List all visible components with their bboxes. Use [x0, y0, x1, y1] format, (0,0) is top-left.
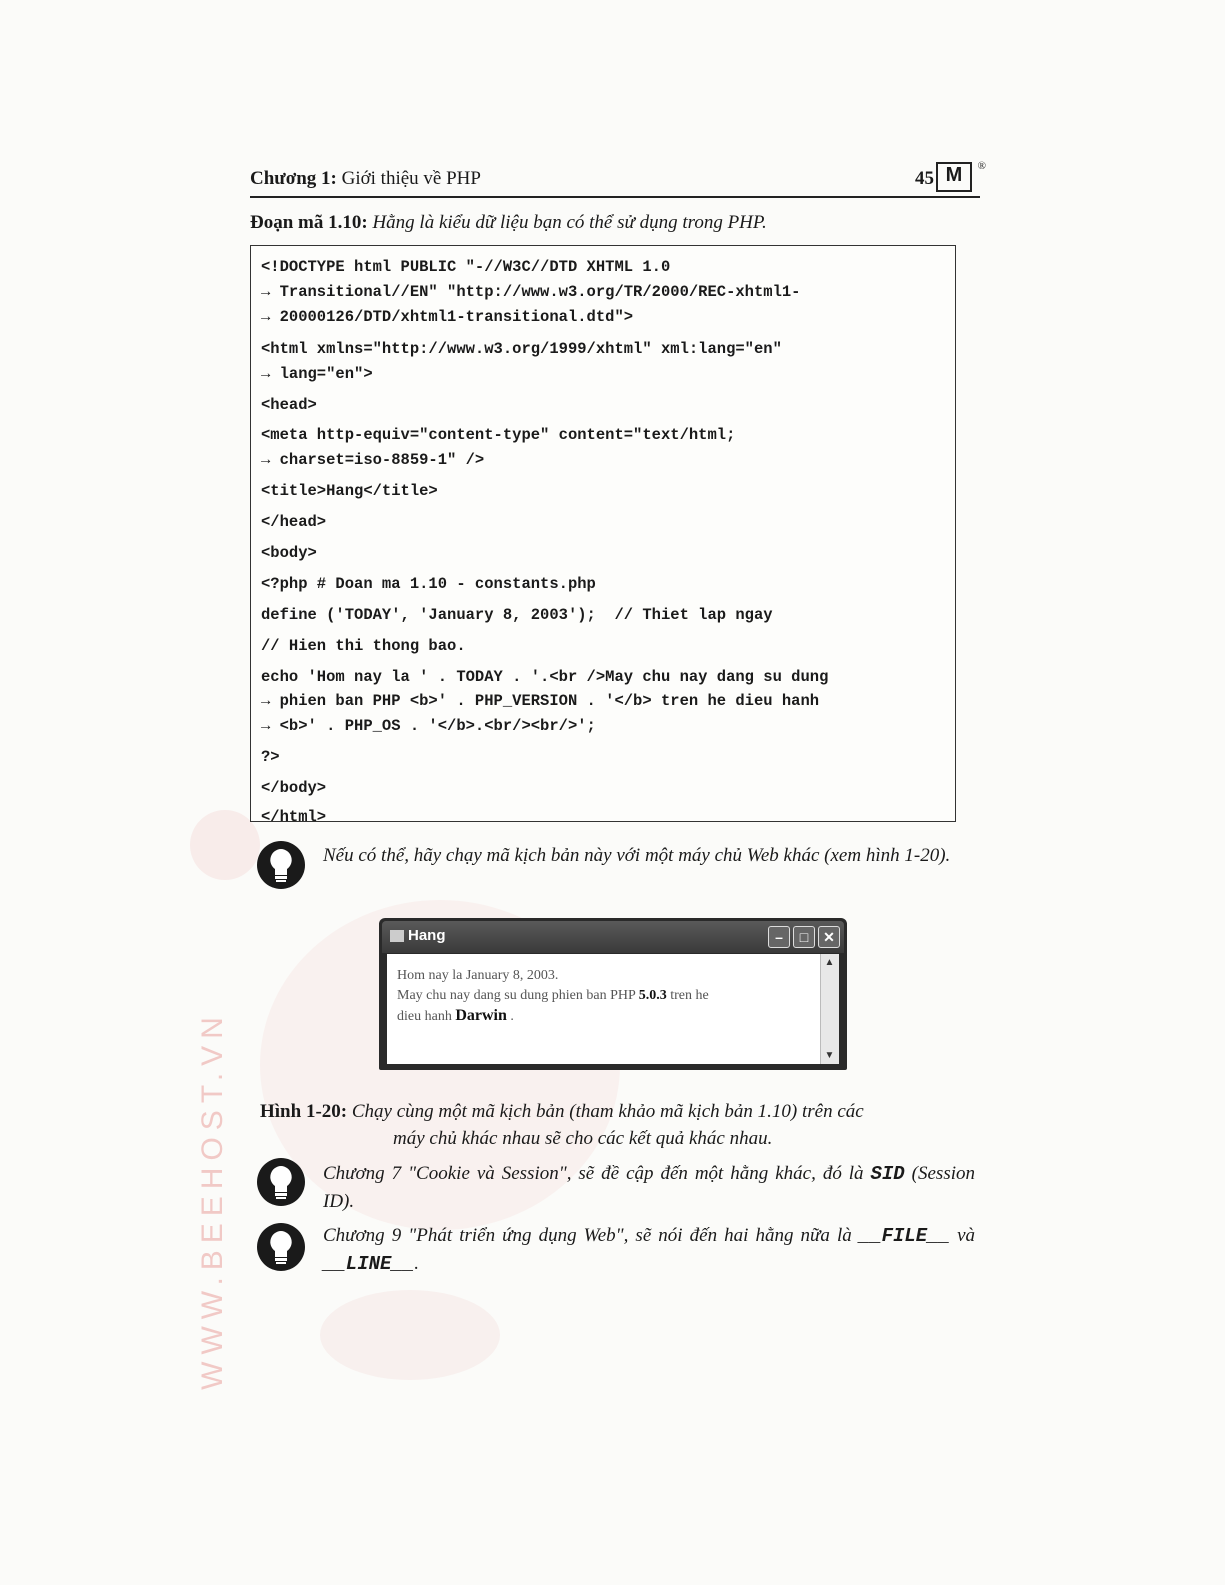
watermark-decoration	[320, 1290, 500, 1380]
code-line: <head>	[261, 396, 317, 414]
code-line: define ('TODAY', 'January 8, 2003'); // Thiet lap ngay	[261, 606, 773, 624]
code-line: <body>	[261, 544, 317, 562]
watermark: WWW.BEEHOST.VN	[196, 1010, 229, 1390]
code-line: <html xmlns="http://www.w3.org/1999/xhtml" xml:lang="en"	[261, 340, 782, 358]
code-line: </html>	[261, 808, 327, 826]
tip-text: Chương 7 "Cookie và Session", sẽ đề cập đến một hằng khác, đó là SID (Session ID).	[323, 1163, 975, 1212]
chapter-heading: Chương 1: Giới thiệu về PHP	[250, 168, 481, 189]
lightbulb-icon	[256, 840, 306, 890]
output-text	[397, 966, 807, 1027]
code-line: echo 'Hom nay la ' . TODAY . '.<br />May chu nay dang su dung	[261, 668, 829, 686]
code-line: <?php # Doan ma 1.10 - constants.php	[261, 575, 596, 593]
minimize-button[interactable]: –	[768, 926, 790, 948]
page-header	[250, 160, 986, 198]
code-line: → phien ban PHP <b>' . PHP_VERSION . '</b> tren he dieu hanh	[261, 692, 820, 710]
output-line: Hom nay la January 8, 2003.	[397, 968, 559, 983]
window-title: Hang	[408, 927, 446, 944]
scroll-down-icon[interactable]: ▼	[824, 1050, 835, 1061]
code-line: <title>Hang</title>	[261, 482, 438, 500]
browser-window	[379, 918, 847, 1070]
code-listing	[250, 245, 956, 826]
app-icon	[390, 930, 404, 942]
code-line: <meta http-equiv="content-type" content="text/html;	[261, 426, 736, 444]
code-line: → charset=iso-8859-1" />	[261, 451, 485, 469]
publisher-logo: M	[936, 162, 972, 192]
lightbulb-icon	[256, 1222, 306, 1272]
window-content	[387, 954, 839, 1064]
vertical-scrollbar[interactable]	[820, 954, 839, 1064]
output-line: May chu nay dang su dung phien ban PHP 5.0.3 tren he	[397, 988, 709, 1003]
page-number: 45	[915, 168, 934, 189]
code-line: → lang="en">	[261, 365, 373, 383]
code-line: <!DOCTYPE html PUBLIC "-//W3C//DTD XHTML 1.0	[261, 258, 671, 276]
tip-text: Chương 9 "Phát triển ứng dụng Web", sẽ nói đến hai hằng nữa là __FILE__ và __LINE__.	[323, 1225, 976, 1275]
code-line: → Transitional//EN" "http://www.w3.org/TR/2000/REC-xhtml1-	[261, 283, 801, 301]
code-line: </head>	[261, 513, 327, 531]
code-line: </body>	[261, 779, 327, 797]
scroll-up-icon[interactable]: ▲	[824, 957, 835, 968]
tip-text: Nếu có thể, hãy chạy mã kịch bản này với một máy chủ Web khác (xem hình 1-20).	[323, 845, 951, 866]
maximize-button[interactable]: □	[793, 926, 815, 948]
lightbulb-icon	[256, 1157, 306, 1207]
code-line: → <b>' . PHP_OS . '</b>.<br/><br/>';	[261, 717, 596, 735]
output-line: dieu hanh Darwin .	[397, 1007, 514, 1024]
figure-caption: Hình 1-20: Chạy cùng một mã kịch bản (tham khảo mã kịch bản 1.10) trên các máy chủ khác nhau sẽ cho các kết quả khác nhau.	[260, 1101, 864, 1149]
close-button[interactable]: ✕	[818, 926, 840, 948]
window-titlebar	[382, 921, 844, 953]
registered-mark: ®	[977, 160, 986, 172]
code-line: // Hien thi thong bao.	[261, 637, 466, 655]
code-line: ?>	[261, 748, 280, 766]
code-line: → 20000126/DTD/xhtml1-transitional.dtd">	[261, 308, 634, 326]
snippet-caption: Đoạn mã 1.10: Hằng là kiểu dữ liệu bạn có thể sử dụng trong PHP.	[250, 212, 767, 233]
